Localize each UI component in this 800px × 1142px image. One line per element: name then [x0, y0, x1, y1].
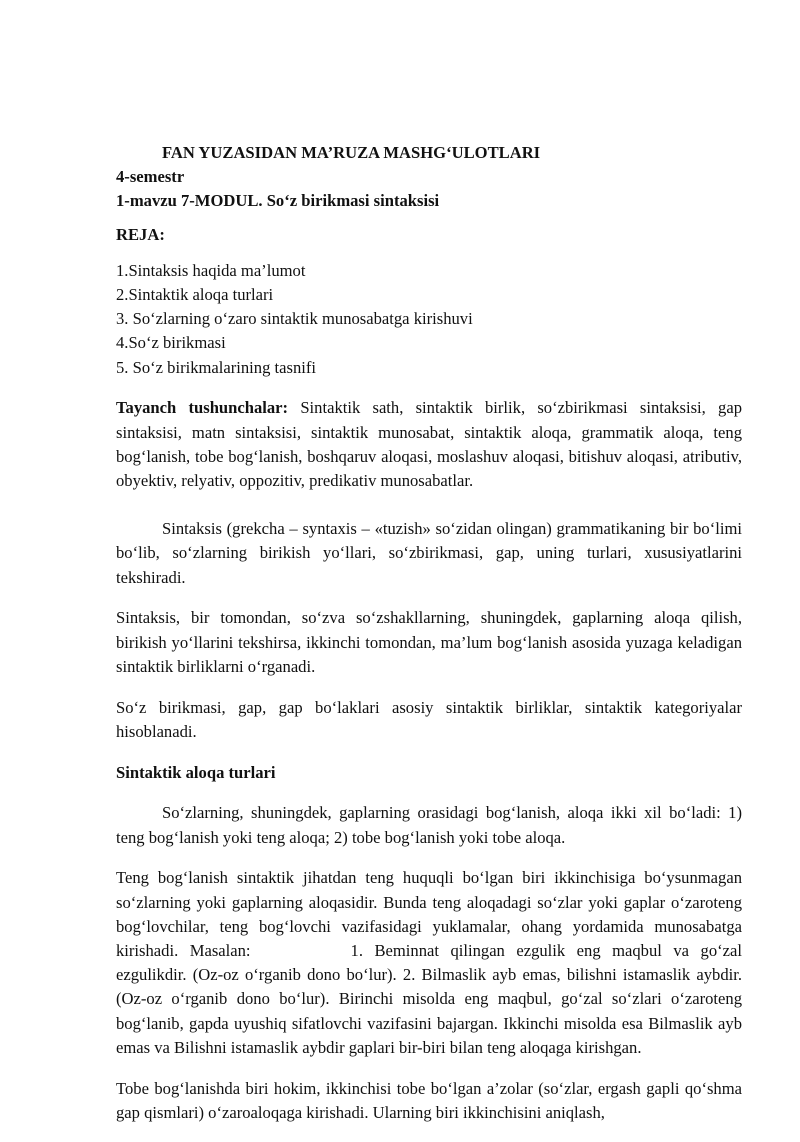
coordination-text: Teng bog‘lanish sintaktik jihatdan teng huquqli bo‘lgan biri ikkinchisiga bo‘ysunmagan so‘zlarning yoki gaplarning aloqasidir. Bunda teng aloqadagi so‘zlar yoki gaplar o‘zaroteng bog‘lovchilar, teng bog‘lovchi vazifasidagi yuklamalar, ohang yordamida munosabatga kirishadi. Masalan: — [116, 868, 742, 961]
plan-item: 3. So‘zlarning o‘zaro sintaktik munosabatga kirishuvi — [116, 309, 473, 329]
keywords-paragraph — [116, 396, 742, 493]
plan-list — [116, 259, 742, 380]
plan-item: 5. So‘z birikmalarining tasnifi — [116, 357, 317, 377]
plan-item: 4.So‘z birikmasi — [116, 333, 226, 353]
keywords-text: Sintaktik sath, sintaktik birlik, so‘zbirikmasi sintaksisi, gap sintaksisi, matn sintaksisi, sintaktik munosabat, sintaktik aloqa, grammatik aloqa, teng bog‘lanish, tobe bog‘lanish, boshqaruv aloqasi, moslashuv aloqasi, bitishuv aloqasi, atributiv, obyektiv, relyativ, oppozitiv, predikativ munosabatlar. — [116, 398, 742, 491]
document-page — [116, 141, 742, 1142]
plan-heading: REJA: — [116, 224, 165, 244]
keywords-label: Tayanch tushunchalar: — [116, 398, 289, 418]
paragraph-coordination — [116, 866, 742, 1060]
main-title: FAN YUZASIDAN MA’RUZA MASHG‘ULOTLARI — [162, 143, 541, 162]
section-heading: Sintaktik aloqa turlari — [116, 762, 276, 782]
semester-label: 4-semestr — [116, 167, 185, 187]
plan-item: 1.Sintaksis haqida ma’lumot — [116, 260, 306, 280]
paragraph-definition: Sintaksis (grekcha – syntaxis – «tuzish» so‘zidan olingan) grammatikaning bir bo‘limi bo‘lib, so‘zlarning birikish yo‘llari, so‘zbirikmasi, gap, uning turlari, xususiyatlarini tekshiradi. — [116, 519, 742, 587]
paragraph-subordination: Tobe bog‘lanishda biri hokim, ikkinchisi tobe bo‘lgan a’zolar (so‘zlar, ergash gapli qo‘shma gap qismlari) o‘zaroaloqaga kirishadi. Ularning biri ikkinchisini aniqlash, — [116, 1078, 742, 1122]
paragraph-connection-types: So‘zlarning, shuningdek, gaplarning orasidagi bog‘lanish, aloqa ikki xil bo‘ladi: 1) teng bog‘lanish yoki teng aloqa; 2) tobe bog‘lanish yoki tobe aloqa. — [116, 803, 742, 847]
paragraph-units: So‘z birikmasi, gap, gap bo‘laklari asosiy sintaktik birliklar, sintaktik kategoriyalar hisoblanadi. — [116, 697, 742, 741]
paragraph-scope: Sintaksis, bir tomondan, so‘zva so‘zshakllarning, shuningdek, gaplarning aloqa qilish, birikish yo‘llarini tekshirsa, ikkinchi tomondan, ma’lum bog‘lanish asosida yuzaga keladigan sintaktik birliklarni o‘rganadi. — [116, 608, 742, 676]
topic-title: 1-mavzu 7-MODUL. So‘z birikmasi sintaksisi — [116, 191, 440, 211]
coordination-examples: 1. Beminnat qilingan ezgulik eng maqbul va go‘zal ezgulikdir. (Oz-oz o‘rganib dono bo‘lur). 2. Bilmaslik ayb emas, bilishni istamaslik aybdir. (Oz-oz o‘rganib dono bo‘lur). Birinchi misolda eng maqbul, go‘zal so‘zlari o‘zaroteng bog‘lanib, gapda uyushiq sifatlovchi vazifasini bajargan. Ikkinchi misolda esa Bilmaslik ayb emas va Bilishni istamaslik aybdir gaplari bir-biri bilan teng aloqaga kirishgan. — [116, 941, 742, 1057]
plan-item: 2.Sintaktik aloqa turlari — [116, 285, 274, 305]
